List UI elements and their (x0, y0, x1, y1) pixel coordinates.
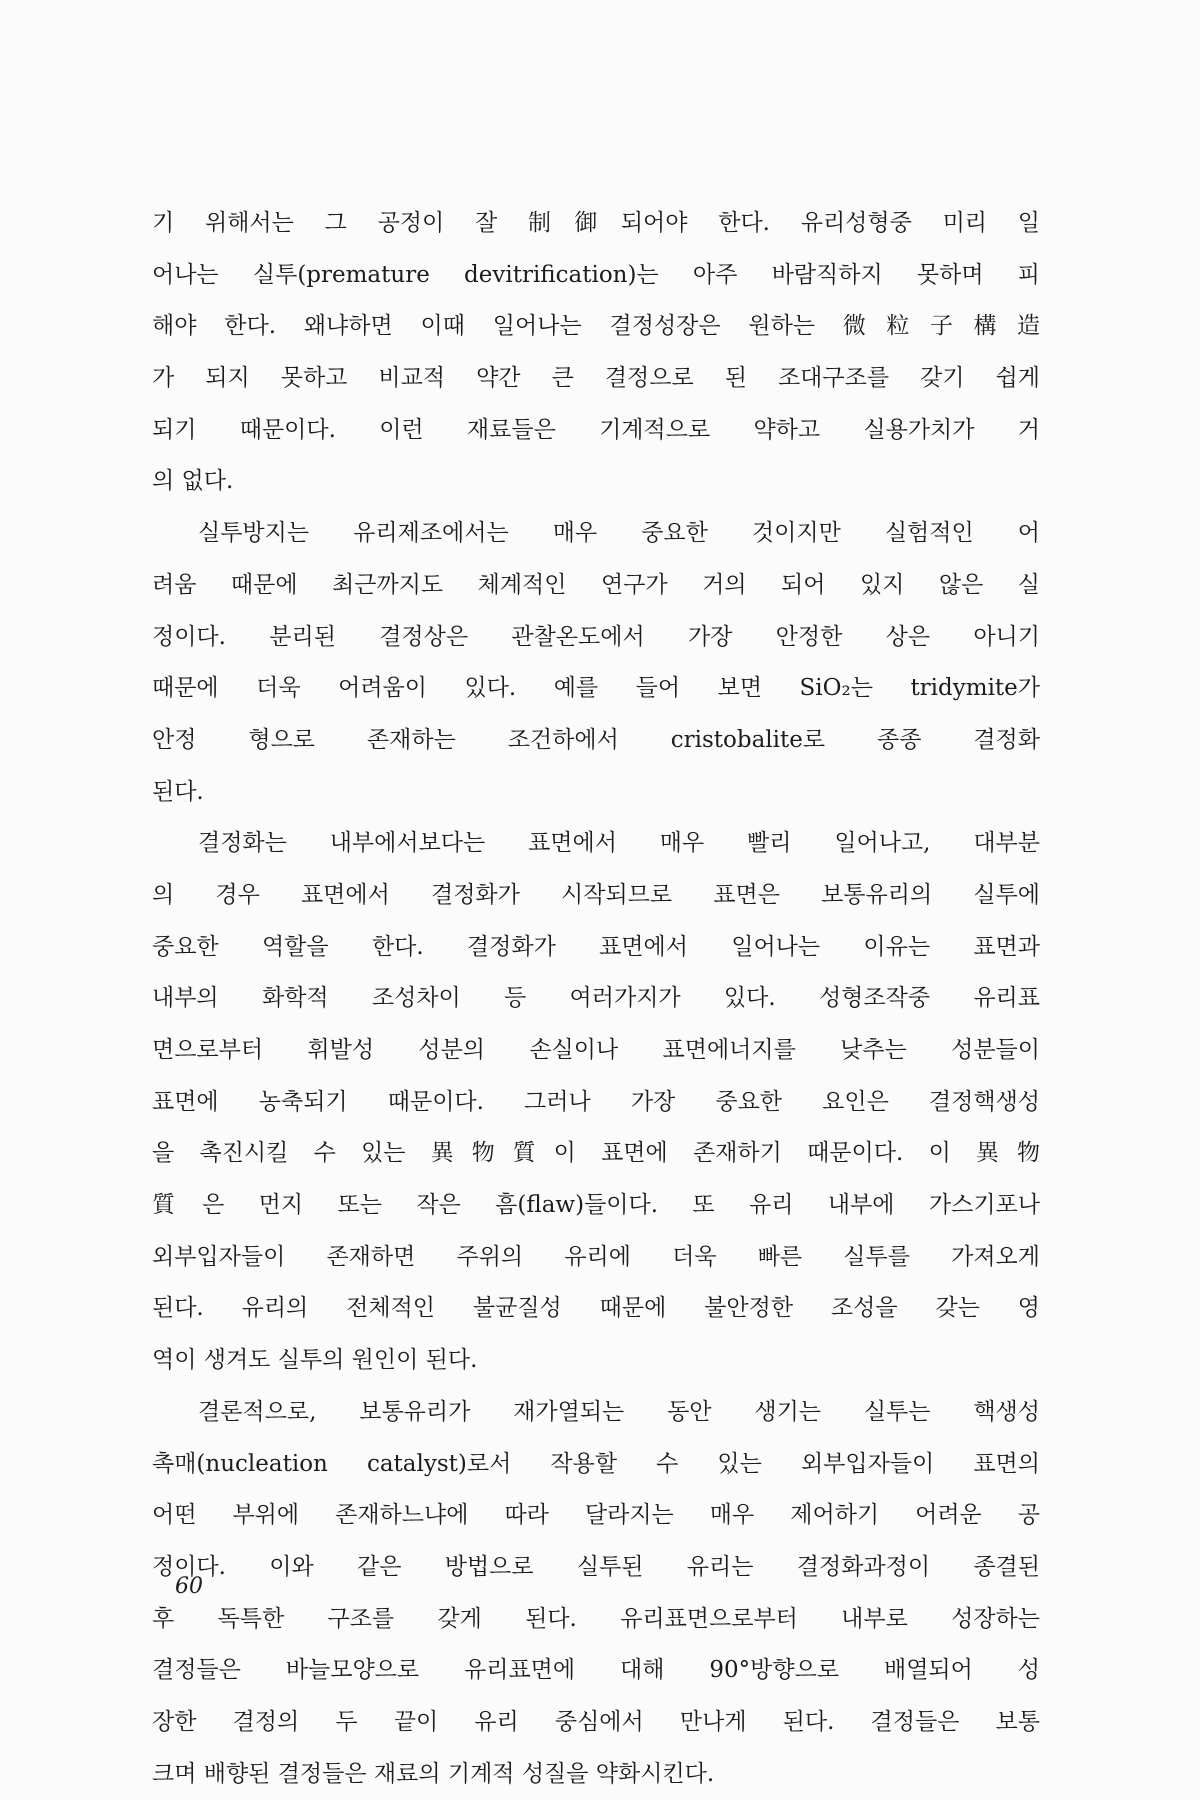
text-line: 내부의 화학적 조성차이 등 여러가지가 있다. 성형조작중 유리표 (152, 985, 1040, 1012)
paragraph-start-line: 결정화는 내부에서보다는 표면에서 매우 빨리 일어나고, 대부분 (198, 830, 1040, 857)
text-line: 려움 때문에 최근까지도 체계적인 연구가 거의 되어 있지 않은 실 (152, 571, 1040, 598)
text-line: 된다. (152, 778, 204, 805)
text-line: 정이다. 이와 같은 방법으로 실투된 유리는 결정화과정이 종결된 (152, 1553, 1040, 1580)
text-line: 장한 결정의 두 끝이 유리 중심에서 만나게 된다. 결정들은 보통 (152, 1708, 1040, 1735)
text-line: 質은 먼지 또는 작은 흠(flaw)들이다. 또 유리 내부에 가스기포나 (152, 1192, 1040, 1219)
text-line: 외부입자들이 존재하면 주위의 유리에 더욱 빠른 실투를 가져오게 (152, 1243, 1040, 1270)
text-line: 결정들은 바늘모양으로 유리표면에 대해 90°방향으로 배열되어 성 (152, 1657, 1040, 1684)
text-line: 된다. 유리의 전체적인 불균질성 때문에 불안정한 조성을 갖는 영 (152, 1295, 1040, 1322)
paragraph-start-line: 실투방지는 유리제조에서는 매우 중요한 것이지만 실험적인 어 (198, 520, 1040, 547)
text-line: 기 위해서는 그 공정이 잘 制御되어야 한다. 유리성형중 미리 일 (152, 210, 1040, 236)
text-line: 정이다. 분리된 결정상은 관찰온도에서 가장 안정한 상은 아니기 (152, 623, 1040, 650)
text-line: 안정 형으로 존재하는 조건하에서 cristobalite로 종종 결정화 (152, 726, 1040, 753)
text-line: 후 독특한 구조를 갖게 된다. 유리표면으로부터 내부로 성장하는 (152, 1605, 1040, 1632)
page-number: 60 (175, 1574, 203, 1599)
text-line: 역이 생겨도 실투의 원인이 된다. (152, 1347, 478, 1374)
text-line: 때문에 더욱 어려움이 있다. 예를 들어 보면 SiO₂는 tridymite가 (152, 675, 1040, 702)
text-line: 면으로부터 휘발성 성분의 손실이나 표면에너지를 낮추는 성분들이 (152, 1037, 1040, 1063)
text-line: 되기 때문이다. 이런 재료들은 기계적으로 약하고 실용가치가 거 (152, 416, 1040, 443)
text-line: 의 경우 표면에서 결정화가 시작되므로 표면은 보통유리의 실투에 (152, 881, 1040, 908)
text-line: 크며 배향된 결정들은 재료의 기계적 성질을 약화시킨다. (152, 1760, 715, 1787)
body-text (152, 198, 1040, 1800)
paragraph-start-line: 결론적으로, 보통유리가 재가열되는 동안 생기는 실투는 핵생성 (198, 1398, 1040, 1425)
text-line: 가 되지 못하고 비교적 약간 큰 결정으로 된 조대구조를 갖기 쉽게 (152, 365, 1040, 392)
text-line: 중요한 역할을 한다. 결정화가 표면에서 일어나는 이유는 표면과 (152, 933, 1040, 960)
text-line: 의 없다. (152, 468, 234, 495)
text-line: 표면에 농축되기 때문이다. 그러나 가장 중요한 요인은 결정핵생성 (152, 1088, 1040, 1115)
text-line: 해야 한다. 왜냐하면 이때 일어나는 결정성장은 원하는 微粒子構造 (152, 313, 1040, 340)
text-line: 어나는 실투(premature devitrification)는 아주 바람직하지 못하며 피 (152, 261, 1040, 288)
text-line: 을 촉진시킬 수 있는 異物質이 표면에 존재하기 때문이다. 이 異物 (152, 1140, 1040, 1167)
text-line: 촉매(nucleation catalyst)로서 작용할 수 있는 외부입자들이 표면의 (152, 1450, 1040, 1477)
text-line: 어떤 부위에 존재하느냐에 따라 달라지는 매우 제어하기 어려운 공 (152, 1502, 1040, 1529)
